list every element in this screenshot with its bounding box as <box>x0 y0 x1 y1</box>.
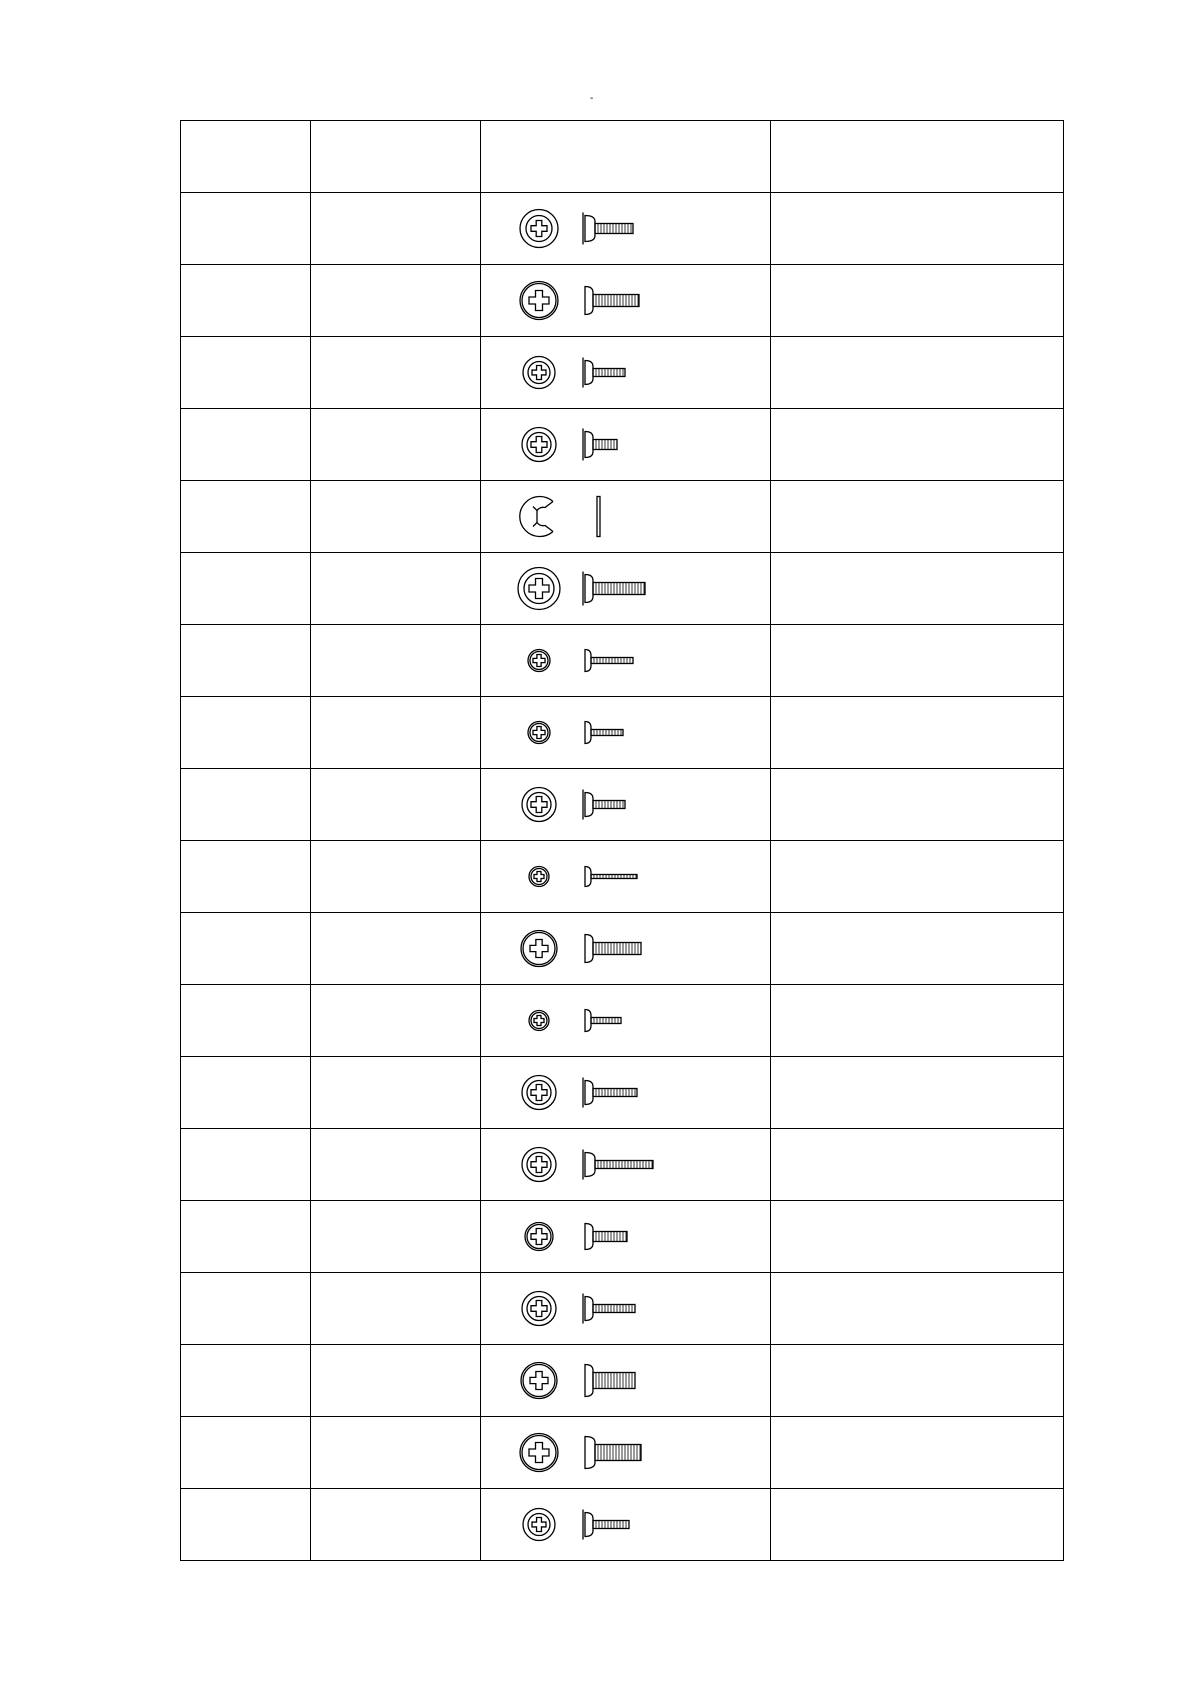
pan-head-screw-icon <box>481 1417 770 1488</box>
table-cell <box>771 1489 1064 1561</box>
table-cell <box>181 769 311 841</box>
part-image-cell <box>481 1417 771 1489</box>
table-cell <box>771 553 1064 625</box>
table-header-row <box>181 121 1064 193</box>
table-row <box>181 913 1064 985</box>
table-row <box>181 1129 1064 1201</box>
table-cell <box>771 481 1064 553</box>
washer-head-screw-icon <box>481 1489 770 1560</box>
part-image-cell <box>481 1273 771 1345</box>
table-cell <box>181 1057 311 1129</box>
table-cell <box>311 265 481 337</box>
washer-head-screw-icon <box>481 1129 770 1200</box>
part-image-cell <box>481 625 771 697</box>
washer-head-screw-icon <box>481 1057 770 1128</box>
e-ring-icon <box>481 481 770 552</box>
table-cell <box>771 193 1064 265</box>
table-cell <box>311 1345 481 1417</box>
pan-head-screw-icon <box>481 1345 770 1416</box>
header-cell-2 <box>311 121 481 193</box>
table-row <box>181 409 1064 481</box>
table-cell <box>771 1417 1064 1489</box>
part-image-cell <box>481 985 771 1057</box>
part-image-cell <box>481 265 771 337</box>
table-cell <box>311 193 481 265</box>
table-cell <box>771 1129 1064 1201</box>
table-cell <box>771 265 1064 337</box>
table-cell <box>181 553 311 625</box>
table-cell <box>311 1417 481 1489</box>
washer-head-screw-icon <box>481 1273 770 1344</box>
part-image-cell <box>481 1489 771 1561</box>
table-cell <box>311 481 481 553</box>
table-cell <box>771 985 1064 1057</box>
part-image-cell <box>481 1129 771 1201</box>
pan-head-screw-icon <box>481 1201 770 1272</box>
table-row <box>181 481 1064 553</box>
table-cell <box>311 1129 481 1201</box>
small-pan-head-screw-icon <box>481 985 770 1056</box>
washer-head-screw-icon <box>481 409 770 480</box>
table-cell <box>771 913 1064 985</box>
part-image-cell <box>481 913 771 985</box>
screw-parts-table <box>180 120 1064 1561</box>
table-row <box>181 1273 1064 1345</box>
part-image-cell <box>481 481 771 553</box>
table-cell <box>311 1489 481 1561</box>
table-cell <box>181 409 311 481</box>
table-cell <box>311 553 481 625</box>
small-pan-head-screw-icon <box>481 625 770 696</box>
table-row <box>181 625 1064 697</box>
part-image-cell <box>481 409 771 481</box>
pan-head-screw-icon <box>481 913 770 984</box>
table-cell <box>771 1273 1064 1345</box>
table-row <box>181 1057 1064 1129</box>
table-cell <box>181 697 311 769</box>
header-cell-4 <box>771 121 1064 193</box>
table-cell <box>311 769 481 841</box>
table-cell <box>181 913 311 985</box>
table-row <box>181 193 1064 265</box>
table-cell <box>311 337 481 409</box>
table-cell <box>311 913 481 985</box>
table-cell <box>771 841 1064 913</box>
table-row <box>181 985 1064 1057</box>
table-cell <box>771 409 1064 481</box>
header-cell-1 <box>181 121 311 193</box>
washer-head-screw-icon <box>481 769 770 840</box>
table-cell <box>181 1201 311 1273</box>
table-cell <box>311 1057 481 1129</box>
table-cell <box>311 409 481 481</box>
table-row <box>181 1417 1064 1489</box>
table-cell <box>771 1345 1064 1417</box>
washer-head-screw-icon <box>481 553 770 624</box>
table-cell <box>311 697 481 769</box>
table-cell <box>771 625 1064 697</box>
part-image-cell <box>481 1345 771 1417</box>
part-image-cell <box>481 841 771 913</box>
table-cell <box>771 337 1064 409</box>
small-pan-head-screw-icon <box>481 841 770 912</box>
part-image-cell <box>481 1057 771 1129</box>
part-image-cell <box>481 553 771 625</box>
washer-head-screw-icon <box>481 193 770 264</box>
table-cell <box>181 1345 311 1417</box>
table-cell <box>181 841 311 913</box>
small-pan-head-screw-icon <box>481 697 770 768</box>
table-cell <box>771 1201 1064 1273</box>
part-image-cell <box>481 697 771 769</box>
table-cell <box>181 1489 311 1561</box>
washer-head-screw-icon <box>481 337 770 408</box>
table-cell <box>771 769 1064 841</box>
table-row <box>181 769 1064 841</box>
table-cell <box>181 1417 311 1489</box>
table-cell <box>181 625 311 697</box>
table-cell <box>181 1129 311 1201</box>
table-row <box>181 1201 1064 1273</box>
table-cell <box>311 625 481 697</box>
table-cell <box>181 193 311 265</box>
table-cell <box>181 985 311 1057</box>
table-cell <box>181 481 311 553</box>
table-row <box>181 1345 1064 1417</box>
table-row <box>181 1489 1064 1561</box>
table-row <box>181 841 1064 913</box>
table-row <box>181 697 1064 769</box>
part-image-cell <box>481 337 771 409</box>
table-row <box>181 265 1064 337</box>
table-cell <box>311 1273 481 1345</box>
table-row <box>181 337 1064 409</box>
table-cell <box>181 337 311 409</box>
table-row <box>181 553 1064 625</box>
part-image-cell <box>481 1201 771 1273</box>
pan-head-screw-icon <box>481 265 770 336</box>
table-cell <box>311 841 481 913</box>
table-cell <box>181 1273 311 1345</box>
table-cell <box>771 697 1064 769</box>
part-image-cell <box>481 769 771 841</box>
table-cell <box>311 985 481 1057</box>
table-cell <box>771 1057 1064 1129</box>
part-image-cell <box>481 193 771 265</box>
page-header-mark: - <box>590 93 594 104</box>
header-cell-3 <box>481 121 771 193</box>
table-cell <box>311 1201 481 1273</box>
table-cell <box>181 265 311 337</box>
